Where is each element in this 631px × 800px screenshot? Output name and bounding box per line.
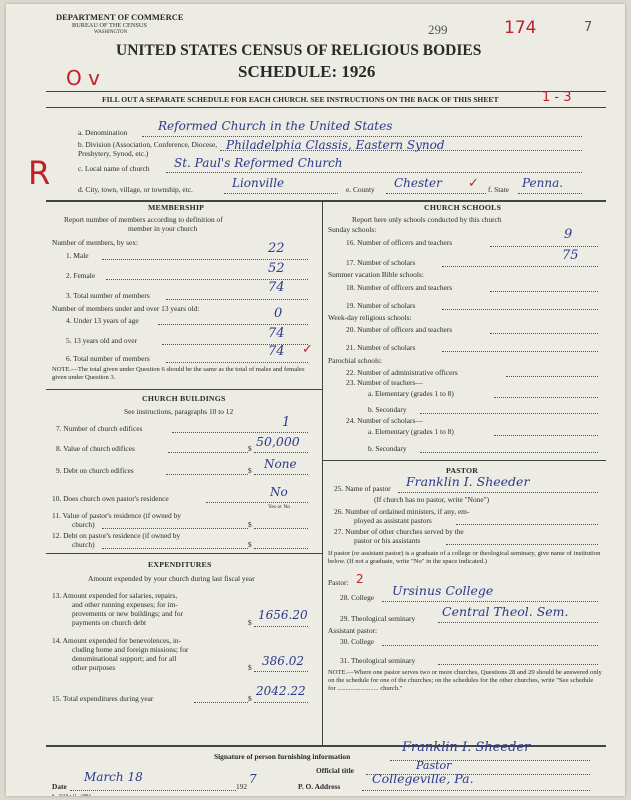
local-name-label: c. Local name of church [78,164,150,173]
q13-value: 1656.20 [258,608,308,622]
expenditures-sub: Amount expended by your church during last fiscal year [88,574,255,583]
instructions-line: FILL OUT A SEPARATE SCHEDULE FOR EACH CHURCH. SEE INSTRUCTIONS ON THE BACK OF THIS SHEET [102,95,499,104]
q5-label: 5. 13 years old and over [66,336,138,345]
division-value: Philadelphia Classis, Eastern Synod [226,138,445,152]
q27-label: 27. Number of other churches served by the [334,527,464,536]
q23-label: 23. Number of teachers— [346,378,423,387]
by-sex-label: Number of members, by sex: [52,238,138,247]
red-checkmark-icon: ✓ [468,176,479,191]
form-number: 299 [428,22,448,37]
pastor-note: NOTE.—Where one pastor serves two or more churches, Questions 28 and 29 should be answered only on the schedule for one of the churches; on the schedules for the other churches, write "See schedule for ......................... church." [328,669,602,692]
q4-value: 0 [274,306,283,321]
year-value: 7 [249,772,257,786]
corner-annotation: 7 [584,20,593,35]
red-checkmark-icon: ✓ [302,342,313,357]
signature-value: Franklin I. Sheeder [402,740,531,755]
q2-value: 52 [268,261,285,276]
q14-label: 14. Amount expended for benevolences, in- [52,636,182,645]
yes-no-hint: Yes or No [268,504,291,510]
q17-label: 17. Number of scholars [346,258,416,267]
q25-note: (If church has no pastor, write "None") [374,495,490,504]
q23a-label: a. Elementary (grades 1 to 8) [368,389,454,398]
column-divider [322,200,323,745]
membership-intro-2: member in your church [128,224,198,233]
weekday-label: Week-day religious schools: [328,313,412,322]
q28-value: Ursinus College [392,583,494,598]
q19-label: 19. Number of scholars [346,301,416,310]
graduate-instructions: If pastor (or assistant pastor) is a graduate of a college or theological seminary, give name of institution below. (If not a graduate, write "No" in the space indicated.) [328,550,601,565]
expenditures-title: EXPENDITURES [148,560,212,569]
sunday-label: Sunday schools: [328,225,377,234]
red-annotation-fraction: 1 - 3 [542,90,572,105]
schedule-title: SCHEDULE: 1926 [238,62,376,81]
red-mark-2: 2 [356,572,364,586]
q12-dollar-sign: $ [248,540,252,549]
assistant-pastor-label: Assistant pastor: [328,626,378,635]
q15-value: 2042.22 [256,684,306,698]
q14-dollar-sign: $ [248,663,252,672]
q8-label: 8. Value of church edifices [56,444,135,453]
census-form-page [6,4,625,796]
q1-label: 1. Male [66,251,89,260]
header-rule-top [46,91,606,92]
official-title-value: Pastor [416,759,452,772]
q4-label: 4. Under 13 years of age [66,316,139,325]
q12-label: 12. Debt on pastor's residence (if owned by [52,531,181,540]
q1-value: 22 [268,241,285,256]
q18-label: 18. Number of officers and teachers [346,283,453,292]
state-label: f. State [488,185,509,194]
denomination-value: Reformed Church in the United States [158,119,393,133]
q9-dollar-sign: $ [248,466,252,475]
grid-rule-main [46,200,606,202]
q26-label-cont: ployed as assistant pastors [354,516,432,525]
q30-label: 30. College [340,637,375,646]
q23b-label: b. Secondary [368,405,407,414]
denomination-label: a. Denomination [78,128,128,137]
membership-note: NOTE.—The total given under Question 6 should be the same as the total of males and females given under Question 3. [52,366,305,381]
parochial-label: Parochial schools: [328,356,382,365]
q17-value: 75 [562,248,579,263]
q14-label-2: cluding home and foreign missions; for [72,645,189,654]
q9-value: None [264,457,297,471]
schools-title: CHURCH SCHOOLS [424,203,502,212]
q13-label: 13. Amount expended for salaries, repairs, [52,591,178,600]
q13-label-2: and other running expenses; for im- [72,600,178,609]
form-code: 8—5518 a 11—0084 [52,793,91,796]
city-label: d. City, town, village, or township, etc. [78,185,193,194]
date-value: March 18 [84,770,143,784]
q24-label: 24. Number of scholars— [346,416,423,425]
rule-before-expenditures [46,553,322,554]
q11-label: 11. Value of pastor's residence (if owned by [52,511,181,520]
red-annotation-R: R [28,154,51,192]
rule-before-pastor [322,460,606,461]
local-name-value: St. Paul's Reformed Church [174,156,343,170]
q28-label: 28. College [340,593,375,602]
q2-label: 2. Female [66,271,96,280]
bureau-heading: BUREAU OF THE CENSUS [72,22,147,29]
county-label: e. County [346,185,375,194]
q3-label: 3. Total number of members [66,291,150,300]
q13-label-3: provements or new buildings; and for [72,609,184,618]
q31-label: 31. Theological seminary [340,656,416,665]
form-title: UNITED STATES CENSUS OF RELIGIOUS BODIES [116,42,482,59]
q15-label: 15. Total expenditures during year [52,694,154,703]
q22-label: 22. Number of administrative officers [346,368,458,377]
q3-value: 74 [268,280,285,295]
q9-label: 9. Debt on church edifices [56,466,134,475]
q6-value: 74 [268,344,285,359]
q7-value: 1 [282,415,291,430]
q15-dollar-sign: $ [248,694,252,703]
official-title-label: Official title [316,766,354,775]
q29-value: Central Theol. Sem. [442,604,569,619]
red-annotation-number: 174 [504,18,537,38]
red-annotation-ov: O v [66,66,100,90]
county-value: Chester [394,176,442,190]
q16-value: 9 [564,227,573,242]
q25-value: Franklin I. Sheeder [406,474,530,489]
buildings-title: CHURCH BUILDINGS [142,394,226,403]
date-label: Date [52,782,67,791]
q26-label: 26. Number of ordained ministers, if any, em- [334,507,470,516]
q25-label: 25. Name of pastor [334,484,391,493]
q21-label: 21. Number of scholars [346,343,416,352]
q20-label: 20. Number of officers and teachers [346,325,453,334]
po-address-value: Collegeville, Pa. [372,771,474,786]
city-heading: WASHINGTON [94,30,128,35]
q11-dollar-sign: $ [248,520,252,529]
q27-label-cont: pastor or his assistants [354,536,421,545]
q10-value: No [270,485,288,499]
department-heading: DEPARTMENT OF COMMERCE [56,12,184,22]
q8-dollar-sign: $ [248,444,252,453]
rule-before-buildings [46,389,322,390]
q13-dollar-sign: $ [248,618,252,627]
q7-label: 7. Number of church edifices [56,424,143,433]
schools-sub: Report here only schools conducted by this church [352,215,502,224]
q6-label: 6. Total number of members [66,354,150,363]
vacation-label: Summer vacation Bible schools: [328,270,424,279]
q12-label-cont: church) [72,540,95,549]
q13-label-4: payments on church debt [72,618,147,627]
q11-label-cont: church) [72,520,95,529]
q16-label: 16. Number of officers and teachers [346,238,453,247]
year-prefix: 192 [236,782,248,791]
q24a-label: a. Elementary (grades 1 to 8) [368,427,454,436]
state-value: Penna. [522,176,564,190]
q14-label-4: other purposes [72,663,116,672]
buildings-sub: See instructions, paragraphs 10 to 12 [124,407,234,416]
q24b-label: b. Secondary [368,444,407,453]
pastor-title: PASTOR [446,466,479,475]
age-label: Number of members under and over 13 years old: [52,304,200,313]
division-label: b. Division (Association, Conference, Diocese, Presbytery, Synod, etc.) [78,140,218,158]
city-value: Lionville [232,176,285,190]
po-address-label: P. O. Address [298,782,341,791]
q8-value: 50,000 [256,434,300,449]
membership-intro-1: Report number of members according to definition of [64,215,223,224]
q14-label-3: denominational support; and for all [72,654,177,663]
q10-label: 10. Does church own pastor's residence [52,494,169,503]
q5-value: 74 [268,326,285,341]
header-rule-bottom [46,107,606,108]
signature-label: Signature of person furnishing information [214,752,351,761]
pastor-sub-label: Pastor: [328,578,349,587]
q14-value: 386.02 [262,654,304,668]
membership-title: MEMBERSHIP [148,203,205,212]
q29-label: 29. Theological seminary [340,614,416,623]
